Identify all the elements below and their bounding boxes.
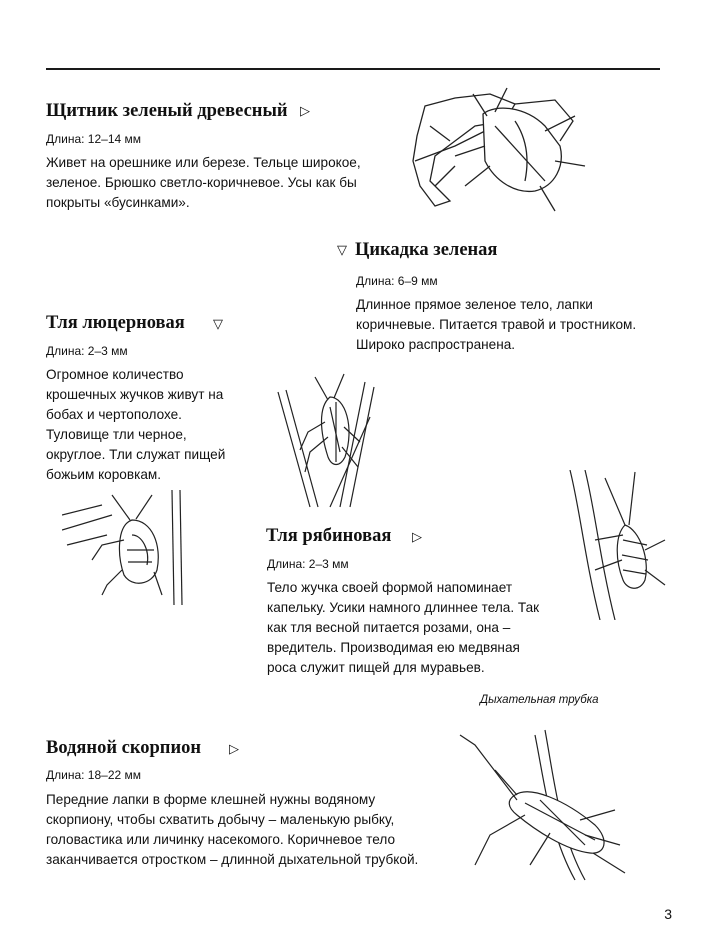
species-length: Длина: 12–14 мм	[46, 132, 142, 146]
species-title: Водяной скорпион	[46, 738, 202, 758]
species-description: Огромное количество крошечных жучков живут на бобах и чертополохе. Туловище тли черное, округлое. Тли служат пищей божьим коровкам.	[46, 367, 226, 482]
pointer-down-icon: ▽	[337, 243, 347, 258]
page-number: 3	[664, 906, 672, 922]
species-description: Живет на орешнике или березе. Тельце широкое, зеленое. Брюшко светло-коричневое. Усы как бы покрыты «бусинками».	[46, 155, 361, 210]
species-length: Длина: 6–9 мм	[356, 274, 438, 288]
shield-bug-on-leaf-illustration	[395, 86, 590, 216]
header-rule	[46, 68, 660, 70]
species-length: Длина: 18–22 мм	[46, 768, 142, 782]
species-title: Цикадка зеленая	[355, 240, 498, 260]
species-title: Щитник зеленый древесный	[46, 101, 288, 121]
species-description: Тело жучка своей формой напоминает капельку. Усики намного длиннее тела. Так как тля весной питается розами, она – вредитель. Производимая ею медвяная роса служит пищей для муравьев.	[267, 580, 540, 675]
alfalfa-aphid-illustration	[62, 490, 197, 605]
pointer-right-icon: ▷	[300, 104, 310, 119]
water-scorpion-illustration	[455, 715, 630, 885]
leafhopper-on-grass-illustration	[270, 372, 380, 512]
species-length: Длина: 2–3 мм	[46, 344, 128, 358]
pointer-right-icon: ▷	[229, 742, 239, 757]
species-description: Длинное прямое зеленое тело, лапки коричневые. Питается травой и тростником. Широко распространена.	[356, 297, 637, 352]
rowan-aphid-on-stem-illustration	[565, 470, 675, 620]
species-title: Тля рябиновая	[266, 526, 392, 546]
species-length: Длина: 2–3 мм	[267, 557, 349, 571]
species-title: Тля люцерновая	[46, 313, 185, 333]
species-description: Передние лапки в форме клешней нужны водяному скорпиону, чтобы схватить добычу – маленькую рыбку, головастика или личинку насекомого. Коричневое тело заканчивается отростком – длинной дыхательной трубкой.	[46, 792, 419, 867]
pointer-right-icon: ▷	[412, 530, 422, 545]
illustration-caption: Дыхательная трубка	[480, 694, 599, 706]
pointer-down-icon: ▽	[213, 317, 223, 332]
